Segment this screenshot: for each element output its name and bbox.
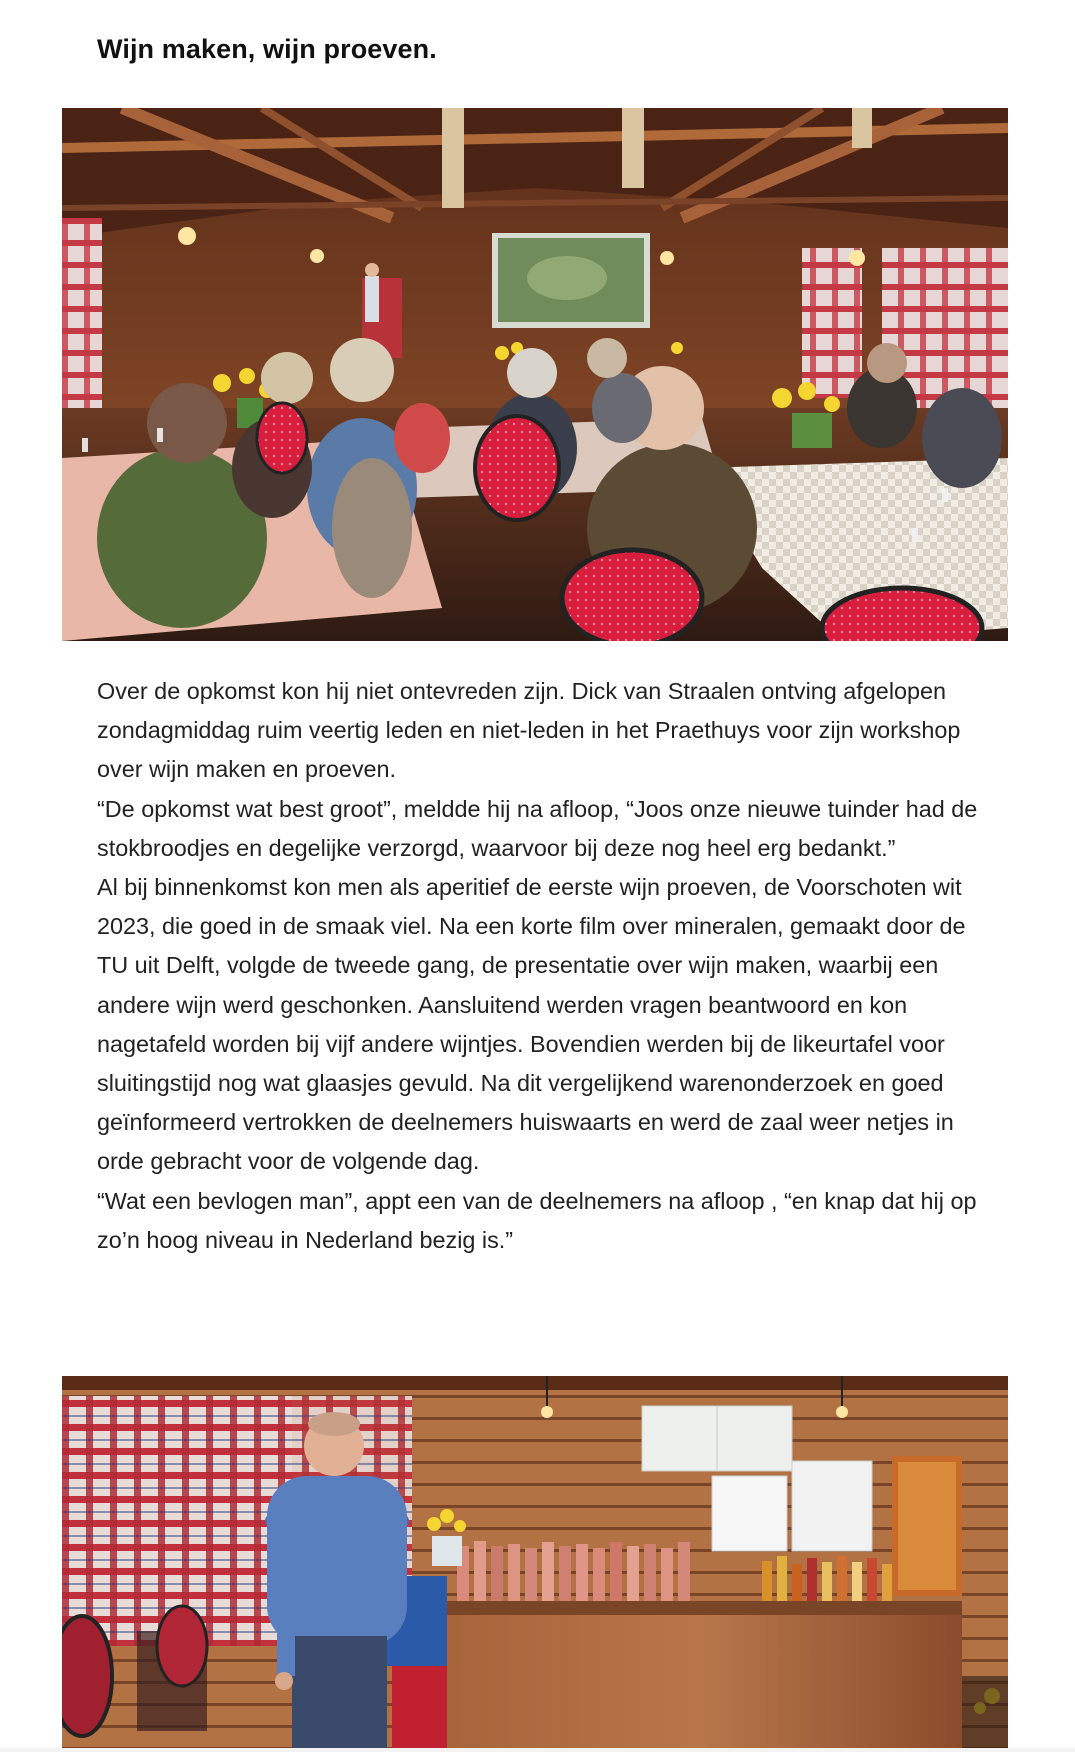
- paragraph-2: “De opkomst wat best groot”, meldde hij na afloop, “Joos onze nieuwe tuinder had de stokbroodjes en degelijke verzorgd, waarvoor bij deze nog heel erg bedankt.”: [97, 795, 978, 861]
- speaker-bar-illustration: [62, 1376, 1008, 1752]
- bottom-divider: [0, 1748, 1075, 1752]
- workshop-audience-photo: [62, 108, 1008, 641]
- speaker-bar-photo: [62, 1376, 1008, 1752]
- paragraph-3: Al bij binnenkomst kon men als aperitief de eerste wijn proeven, de Voorschoten wit 2023, die goed in de smaak viel. Na een korte film over mineralen, gemaakt door de TU uit Delft, volgde de tweede gang, de presentatie over wijn maken, waarbij een andere wijn werd geschonken. Aansluitend werden vragen beantwoord en kon nagetafeld worden bij vijf andere wijntjes. Bovendien werden bij de likeurtafel voor sluitingstijd nog wat glaasjes gevuld. Na dit vergelijkend warenonderzoek en goed geïnformeerd vertrokken de deelnemers huiswaarts en werd de zaal weer netjes in orde gebracht voor de volgende dag.: [97, 874, 966, 1175]
- workshop-audience-illustration: [62, 108, 1008, 641]
- paragraph-1: Over de opkomst kon hij niet ontevreden zijn. Dick van Straalen ontving afgelopen zondagmiddag ruim veertig leden en niet-leden in het Praethuys voor zijn workshop over wijn maken en proeven.: [97, 678, 961, 783]
- article-body: [97, 672, 997, 1260]
- paragraph-4: “Wat een bevlogen man”, appt een van de deelnemers na afloop , “en knap dat hij op zo’n hoog niveau in Nederland bezig is.”: [97, 1187, 977, 1253]
- article-title: Wijn maken, wijn proeven.: [97, 34, 437, 64]
